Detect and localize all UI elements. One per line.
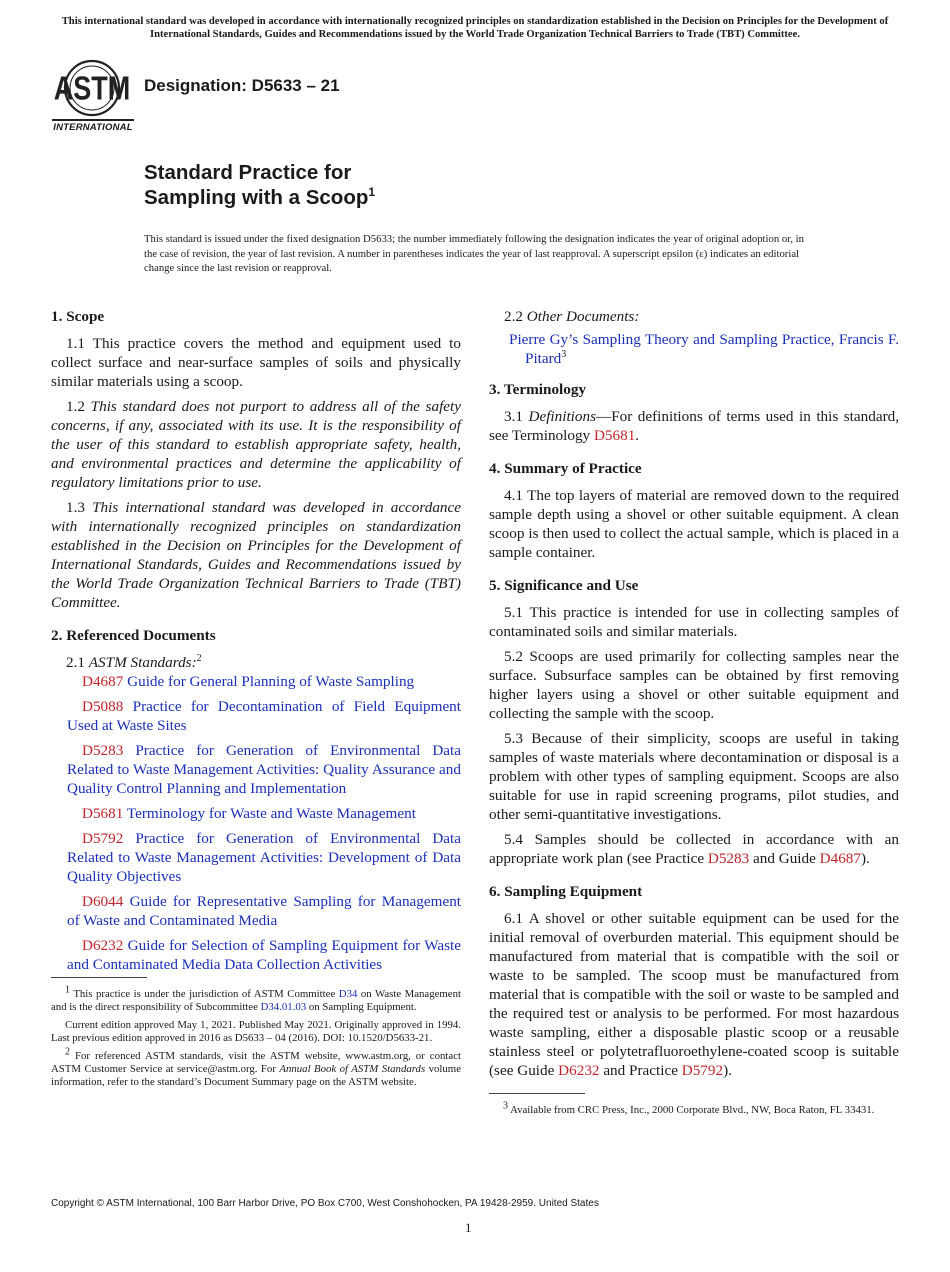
- section-equipment: [489, 882, 899, 1080]
- standard-code-link[interactable]: D5283: [82, 742, 124, 759]
- standard-title-link[interactable]: Guide for General Planning of Waste Sampling: [127, 673, 415, 690]
- other-documents: [489, 307, 899, 368]
- section-scope: [51, 307, 461, 612]
- footnote-3: $^3$ Available from CRC Press, Inc., 2000 Corporate Blvd., NW, Boca Raton, FL 33431.: [503, 1100, 875, 1116]
- footnote-divider-right: [489, 1093, 585, 1094]
- title-footnote-ref[interactable]: 1: [368, 185, 376, 200]
- paragraph-6-1: 6.1 A shovel or other suitable equipment can be used for the initial removal of overburden material. This equipment should be manufactured from material that is compatible with the soil or waste to be sampled. The scoop must be manufactured from material that is compatible with the soil or waste to be sampled and the required test or analysis to be performed. For most hazardous waste sampling, either a disposable plastic scoop or a reusable stainless steel or polytetrafluoroethylene-coated scoop is suitable (see Guide D6232 and Practice D5792).: [489, 910, 899, 1079]
- copyright-notice: Copyright © ASTM International, 100 Barr Harbor Drive, PO Box C700, West Conshohocken, PA 19428-2959. United States: [51, 1198, 599, 1209]
- designation: Designation: D5633 – 21: [144, 76, 340, 95]
- left-column: [51, 307, 461, 988]
- right-column: [489, 307, 899, 1094]
- standard-title-link[interactable]: Terminology for Waste and Waste Management: [126, 805, 416, 822]
- section-heading: 3. Terminology: [489, 381, 587, 398]
- other-document-item: Pierre Gy’s Sampling Theory and Sampling Practice, Francis F. Pitard$^3$: [509, 331, 899, 367]
- footnotes-left: [51, 984, 461, 1094]
- paragraph-1-3: 1.3 This international standard was developed in accordance with internationally recognized principles on standardization established in the Decision on Principles for the Development of International Standards, Guides and Recommendations issued by the World Trade Organization Technical Barriers to Trade (TBT) Committee.: [51, 499, 462, 611]
- section-heading: 1. Scope: [51, 308, 105, 325]
- astm-standards-label: 2.1 ASTM Standards:$^2$: [66, 652, 202, 671]
- page-number: 1: [465, 1220, 472, 1235]
- ref-link-d5792[interactable]: D5792: [681, 1062, 724, 1079]
- footnote-divider-left: [51, 977, 147, 978]
- referenced-standard-item: [51, 936, 461, 974]
- standard-code-link[interactable]: D5088: [82, 698, 124, 715]
- logo-caption: INTERNATIONAL: [52, 119, 134, 133]
- title-line-2: Sampling with a Scoop$^1$: [144, 185, 376, 209]
- paragraph-4-1: 4.1 The top layers of material are removed down to the required sample depth using a shovel or other suitable equipment. A clean scoop is then used to collect the actual sample, which is placed in a sample container.: [489, 487, 899, 561]
- astm-logo: [52, 56, 136, 132]
- standard-code-link[interactable]: D6044: [82, 893, 124, 910]
- paragraph-3-1: 3.1 Definitions—For definitions of terms used in this standard, see Terminology D5681.: [489, 408, 900, 444]
- referenced-standard-item: [51, 804, 461, 823]
- referenced-standard-item: [51, 697, 461, 735]
- title-line-1: Standard Practice for: [144, 161, 352, 184]
- logo-letters: ASTM: [53, 69, 131, 108]
- referenced-standard-item: [51, 741, 461, 798]
- section-heading: 4. Summary of Practice: [489, 460, 642, 477]
- ref-link-d6232[interactable]: D6232: [558, 1062, 600, 1079]
- paragraph-5-1: 5.1 This practice is intended for use in collecting samples of contaminated soils and similar materials.: [489, 604, 899, 640]
- paragraph-1-2: 1.2 This standard does not purport to address all of the safety concerns, if any, associated with its use. It is the responsibility of the user of this standard to establish appropriate safety, health, and environmental practices and determine the applicability of regulatory limitations prior to use.: [51, 398, 462, 491]
- standard-title-link[interactable]: Practice for Generation of Environmental Data Related to Waste Management Activities: Development of Data Quality Objectives: [67, 830, 461, 885]
- standard-code-link[interactable]: D4687: [82, 673, 124, 690]
- standard-code-link[interactable]: D6232: [82, 937, 124, 954]
- paragraph-1-1: 1.1 This practice covers the method and equipment used to collect surface and near-surface samples of soils and physically similar materials using a scoop.: [51, 335, 461, 390]
- referenced-standards-list: [51, 672, 461, 974]
- committee-link[interactable]: D34: [338, 988, 358, 1000]
- section-heading: 2. Referenced Documents: [51, 627, 216, 644]
- top-notice: This international standard was developed in accordance with internationally recognized principles on standardization established in the Decision on Principles for the Development of International Standards, Guides and Recommendations issued by the World Trade Organization Technical Barriers to Trade (TBT) Committee.: [61, 16, 889, 40]
- paragraph-5-2: 5.2 Scoops are used primarily for collecting samples near the surface. Subsurface samples can be obtained by first removing higher layers using a shovel or other suitable equipment and collecting the sample with the scoop.: [489, 648, 899, 722]
- standard-title-link[interactable]: Practice for Decontamination of Field Equipment Used at Waste Sites: [67, 698, 461, 734]
- paragraph-5-3: 5.3 Because of their simplicity, scoops are useful in taking samples of waste materials where decontamination or disposal is a problem with other types of sampling equipment. Scoops are also suitable for use in rapid screening programs, pilot studies, and other semi-quantitative investigations.: [489, 730, 899, 823]
- ref-link-d5681[interactable]: D5681: [593, 427, 636, 444]
- section-referenced-documents: [51, 626, 461, 974]
- footnotes-right: [489, 1100, 899, 1121]
- referenced-standard-item: [51, 829, 461, 886]
- ref-link-d5283[interactable]: D5283: [707, 850, 750, 867]
- section-heading: 6. Sampling Equipment: [489, 883, 643, 900]
- footnote-1-edition: Current edition approved May 1, 2021. Published May 2021. Originally approved in 1994. Last previous edition approved in 2016 as D5633 – 04 (2016). DOI: 10.1520/D5633-21.: [51, 1018, 461, 1045]
- footnote-1: $^1$ This practice is under the jurisdiction of ASTM Committee D34 on Waste Management and is the direct responsibility of Subcommittee D34.01.03 on Sampling Equipment.: [51, 984, 461, 1014]
- section-summary: [489, 459, 899, 562]
- standard-code-link[interactable]: D5681: [82, 805, 124, 822]
- document-title: [144, 160, 375, 210]
- ref-link-d4687[interactable]: D4687: [819, 850, 861, 867]
- standard-title-link[interactable]: Guide for Selection of Sampling Equipment for Waste and Contaminated Media Data Collection Activities: [67, 937, 461, 973]
- standard-title-link[interactable]: Guide for Representative Sampling for Management of Waste and Contaminated Media: [67, 893, 462, 929]
- section-heading: 5. Significance and Use: [489, 577, 639, 594]
- standard-title-link[interactable]: Practice for Generation of Environmental Data Related to Waste Management Activities: Quality Assurance and Quality Control Planning and Implementation: [67, 742, 461, 797]
- section-significance: [489, 576, 899, 868]
- referenced-standard-item: [51, 892, 461, 930]
- issued-notice: This standard is issued under the fixed designation D5633; the number immediately following the designation indicates the year of original adoption or, in the case of revision, the year of last revision. A number in parentheses indicates the year of last reapproval. A superscript epsilon (ε) indicates an editorial change since the last revision or reapproval.: [144, 233, 804, 274]
- subcommittee-link[interactable]: D34.01.03: [260, 1001, 307, 1014]
- paragraph-5-4: 5.4 Samples should be collected in accordance with an appropriate work plan (see Practice D5283 and Guide D4687).: [489, 831, 899, 867]
- pitard-link[interactable]: Pierre Gy’s Sampling Theory and Sampling Practice, Francis F. Pitard: [509, 331, 899, 367]
- referenced-standard-item: [51, 672, 461, 691]
- other-documents-label: 2.2 Other Documents:: [504, 308, 640, 325]
- section-terminology: [489, 380, 899, 445]
- standard-code-link[interactable]: D5792: [82, 830, 124, 847]
- footnote-2: $^2$ For referenced ASTM standards, visit the ASTM website, www.astm.org, or contact ASTM Customer Service at service@astm.org. For Annual Book of ASTM Standards volume information, refer to the standard’s Document Summary page on the ASTM website.: [51, 1046, 461, 1089]
